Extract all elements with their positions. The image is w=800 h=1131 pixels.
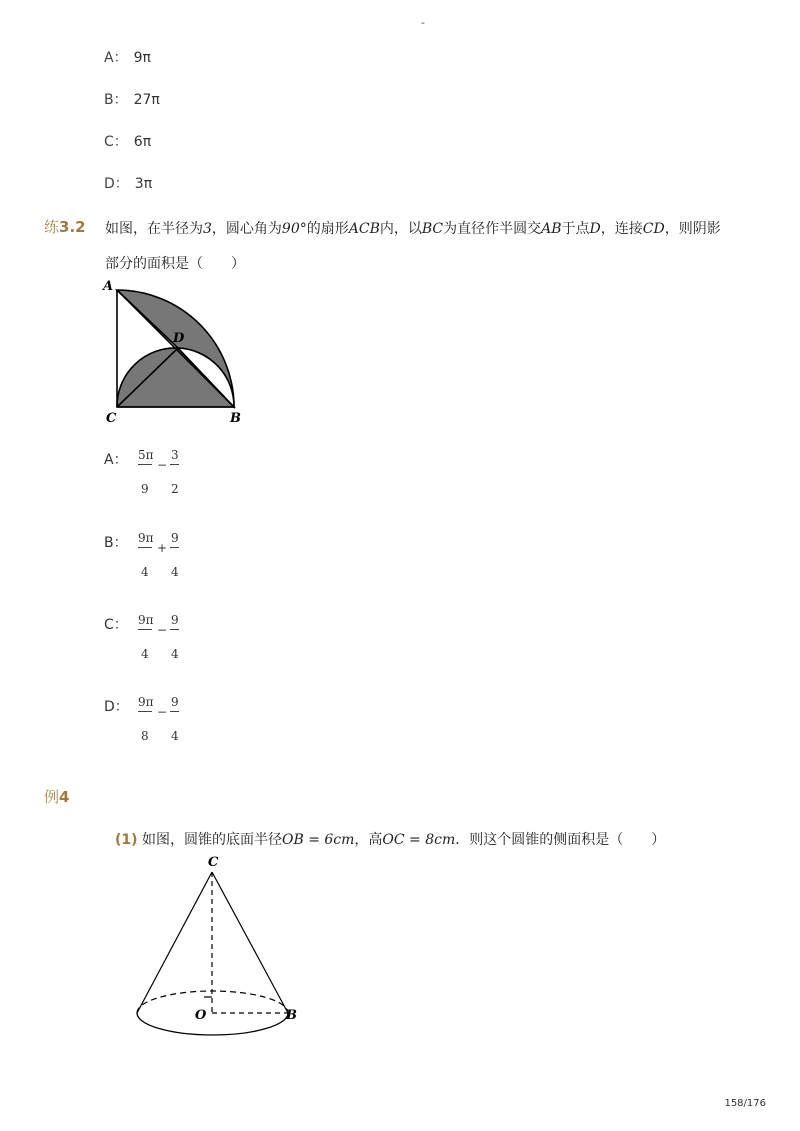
q-text: ．则这个圆锥的侧面积是（ ） — [455, 832, 666, 848]
exercise-question-line2: 部分的面积是（ ） — [105, 256, 245, 272]
numerator: 9 — [171, 695, 179, 709]
fraction-bar — [138, 547, 152, 548]
fraction-option-a[interactable] — [104, 449, 128, 469]
label-b: B — [286, 1008, 297, 1023]
denominator: 4 — [171, 565, 179, 579]
operator: + — [157, 541, 168, 555]
option-label: D： — [104, 176, 129, 192]
cone-right-edge — [212, 872, 288, 1013]
q-text: ，圆心角为 — [211, 221, 282, 237]
exercise-prefix: 练 — [44, 218, 60, 236]
option-d[interactable] — [104, 173, 152, 193]
option-label: C： — [104, 617, 128, 633]
denominator: 2 — [171, 482, 179, 496]
fraction-expression-d — [136, 695, 196, 745]
q-math: AB — [541, 221, 562, 237]
q-text: ，高 — [354, 832, 383, 848]
fraction-bar — [170, 629, 179, 630]
option-b[interactable] — [104, 89, 160, 109]
denominator: 4 — [141, 647, 149, 661]
q-text: 的扇形 — [306, 221, 349, 237]
q-text: 于点 — [561, 221, 590, 237]
q-math: ACB — [348, 221, 380, 237]
label-c: C — [106, 411, 117, 426]
numerator: 9 — [171, 531, 179, 545]
cone-figure — [130, 852, 305, 1047]
base-front-arc — [137, 1013, 288, 1035]
q-text: ，则阴影 — [664, 221, 721, 237]
page-number: 158/176 — [724, 1098, 766, 1109]
option-label: A： — [104, 50, 128, 66]
fraction-option-c[interactable] — [104, 614, 128, 634]
option-a[interactable] — [104, 47, 151, 67]
label-d: D — [173, 331, 185, 346]
option-c[interactable] — [104, 131, 151, 151]
option-label: C： — [104, 134, 128, 150]
sub-question-number: (1) — [115, 832, 138, 848]
header-mark: - — [421, 16, 425, 29]
label-a: A — [103, 279, 114, 294]
q-math: OC = 8cm — [382, 832, 456, 848]
numerator: 9 — [171, 613, 179, 627]
fraction-bar — [138, 629, 152, 630]
example-question-1 — [115, 830, 715, 850]
fraction-option-b[interactable] — [104, 532, 128, 552]
q-math: 90° — [281, 221, 307, 237]
exercise-question — [105, 219, 725, 239]
option-value: 27π — [133, 92, 160, 108]
denominator: 8 — [141, 729, 149, 743]
denominator: 4 — [171, 729, 179, 743]
numerator: 9π — [138, 695, 154, 709]
q-math: CD — [642, 221, 665, 237]
q-text: 如图，在半径为 — [105, 221, 203, 237]
operator: − — [157, 623, 168, 637]
fraction-bar — [138, 464, 152, 465]
operator: − — [157, 458, 168, 472]
option-label: A： — [104, 452, 128, 468]
option-label: D： — [104, 699, 129, 715]
exercise-label — [44, 216, 86, 237]
denominator: 4 — [171, 647, 179, 661]
q-text: 内，以 — [379, 221, 422, 237]
label-c: C — [208, 855, 219, 870]
q-math: OB = 6cm — [282, 832, 355, 848]
fraction-bar — [170, 464, 179, 465]
denominator: 4 — [141, 565, 149, 579]
sector-figure — [100, 276, 250, 426]
denominator: 9 — [141, 482, 149, 496]
numerator: 3 — [171, 448, 179, 462]
operator: − — [157, 705, 168, 719]
q-math: BC — [421, 221, 444, 237]
fraction-option-d[interactable] — [104, 696, 129, 716]
fraction-expression-c — [136, 613, 196, 663]
fraction-bar — [138, 711, 152, 712]
label-b: B — [230, 411, 241, 426]
example-number: 4 — [59, 788, 70, 806]
option-value: 6π — [133, 134, 152, 150]
q-text: 为直径作半圆交 — [443, 221, 542, 237]
q-math: D — [589, 221, 601, 237]
example-prefix: 例 — [44, 788, 60, 806]
numerator: 9π — [138, 531, 154, 545]
numerator: 9π — [138, 613, 154, 627]
fraction-bar — [170, 547, 179, 548]
option-value: 9π — [133, 50, 151, 66]
q-math: 3 — [203, 221, 212, 237]
fraction-expression-a — [136, 448, 196, 498]
fraction-bar — [170, 711, 179, 712]
numerator: 5π — [138, 448, 154, 462]
option-label: B： — [104, 535, 128, 551]
option-value: 3π — [134, 176, 153, 192]
exercise-number: 3.2 — [59, 218, 86, 236]
fraction-expression-b — [136, 531, 196, 581]
q-text: 如图，圆锥的底面半径 — [142, 832, 282, 848]
q-text: ，连接 — [600, 221, 643, 237]
label-o: O — [195, 1008, 207, 1023]
example-label — [44, 786, 69, 807]
option-label: B： — [104, 92, 128, 108]
